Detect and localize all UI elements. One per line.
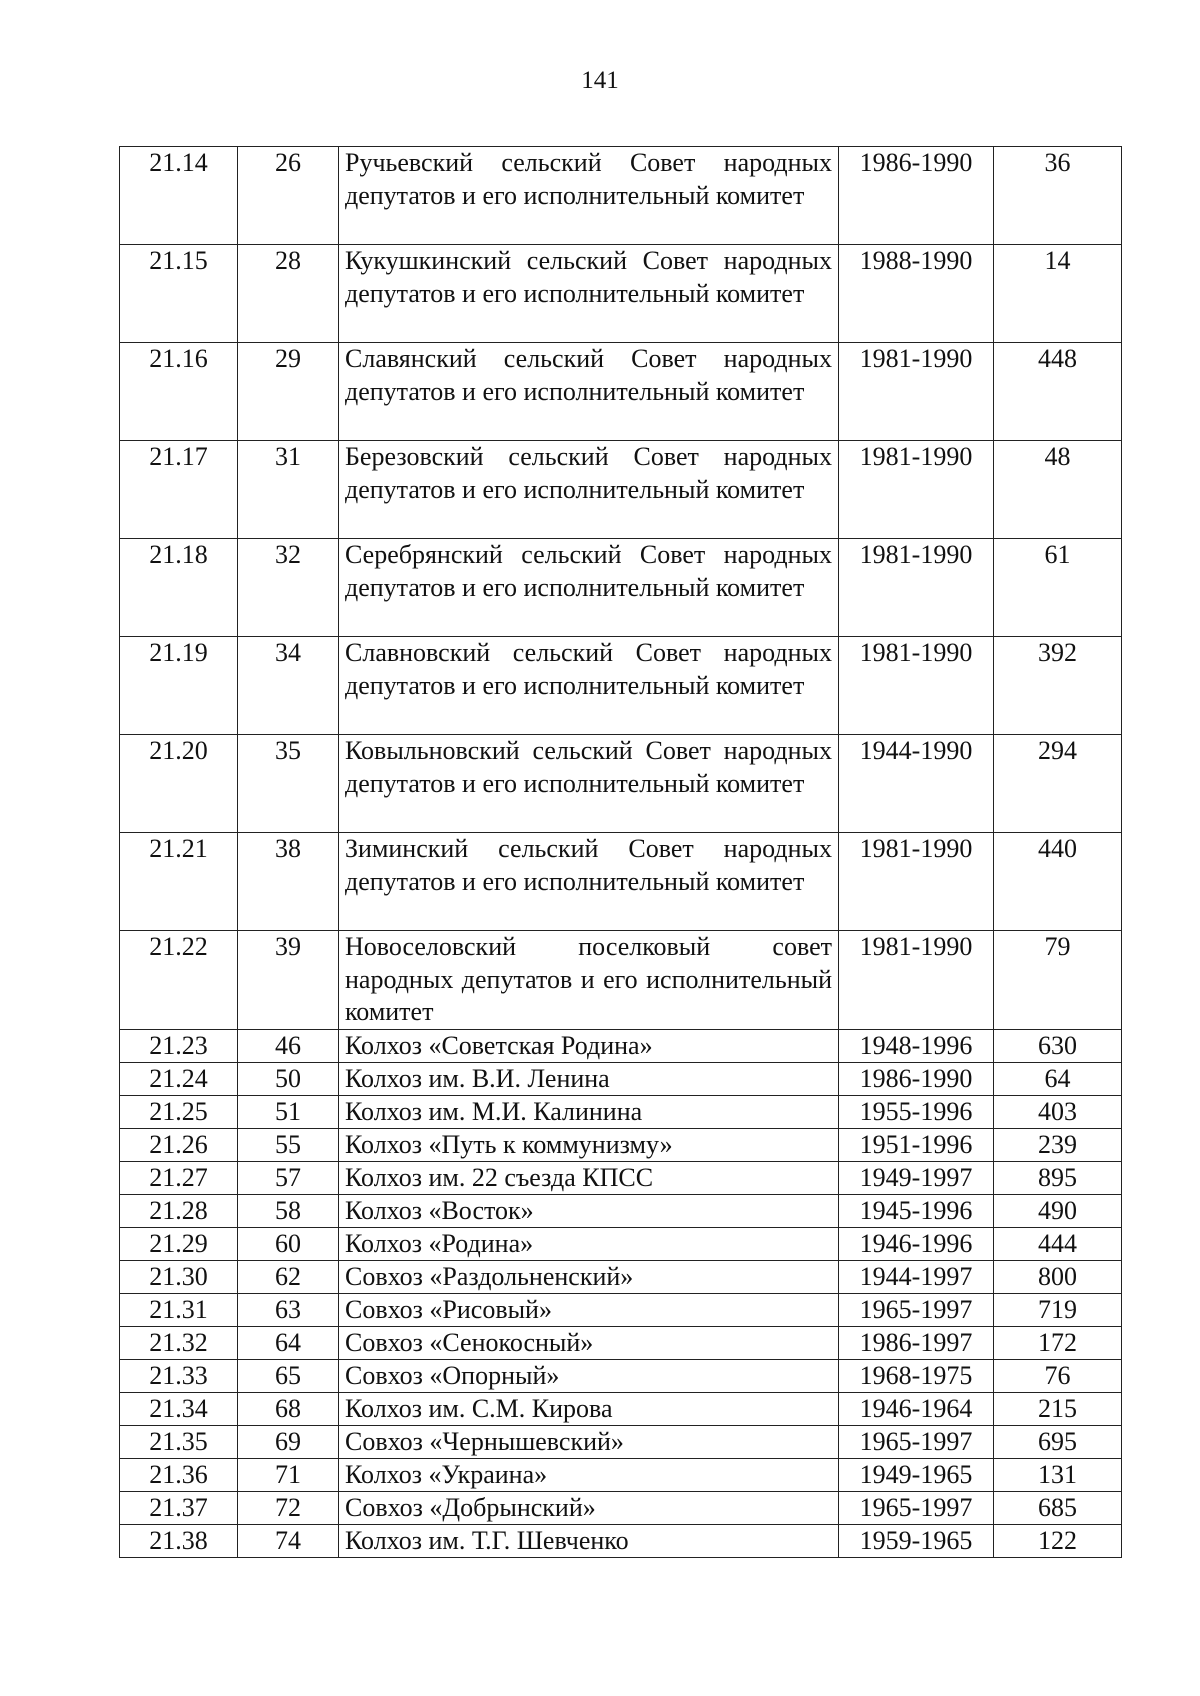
date-range: 1981-1990 (839, 539, 994, 637)
table-row (120, 441, 1122, 539)
fund-number: 29 (238, 343, 339, 441)
fund-number: 50 (238, 1062, 339, 1095)
item-count: 64 (994, 1062, 1122, 1095)
date-range: 1981-1990 (839, 833, 994, 931)
item-count: 895 (994, 1161, 1122, 1194)
date-range: 1949-1965 (839, 1458, 994, 1491)
table-row (120, 1227, 1122, 1260)
date-range: 1959-1965 (839, 1524, 994, 1557)
fund-number: 60 (238, 1227, 339, 1260)
row-number: 21.33 (120, 1359, 238, 1392)
item-count: 448 (994, 343, 1122, 441)
fund-number: 72 (238, 1491, 339, 1524)
item-count: 444 (994, 1227, 1122, 1260)
table-row (120, 1029, 1122, 1062)
table-row (120, 1491, 1122, 1524)
table-row (120, 1359, 1122, 1392)
date-range: 1981-1990 (839, 637, 994, 735)
item-count: 685 (994, 1491, 1122, 1524)
item-count: 294 (994, 735, 1122, 833)
row-number: 21.17 (120, 441, 238, 539)
table-row (120, 343, 1122, 441)
fund-title: Ручьевский сельский Совет народных депутатов и его исполнительный комитет (339, 147, 839, 245)
fund-title: Совхоз «Раздольненский» (339, 1260, 839, 1293)
row-number: 21.28 (120, 1194, 238, 1227)
row-number: 21.21 (120, 833, 238, 931)
item-count: 61 (994, 539, 1122, 637)
fund-number: 31 (238, 441, 339, 539)
table-body (120, 147, 1122, 1558)
fund-number: 62 (238, 1260, 339, 1293)
row-number: 21.30 (120, 1260, 238, 1293)
item-count: 490 (994, 1194, 1122, 1227)
fund-number: 65 (238, 1359, 339, 1392)
fund-title: Ковыльновский сельский Совет народных депутатов и его исполнительный комитет (339, 735, 839, 833)
fund-title: Колхоз «Родина» (339, 1227, 839, 1260)
date-range: 1949-1997 (839, 1161, 994, 1194)
fund-number: 28 (238, 245, 339, 343)
fund-title: Совхоз «Рисовый» (339, 1293, 839, 1326)
fund-number: 35 (238, 735, 339, 833)
table-row (120, 1095, 1122, 1128)
fund-number: 38 (238, 833, 339, 931)
row-number: 21.22 (120, 931, 238, 1030)
row-number: 21.24 (120, 1062, 238, 1095)
row-number: 21.14 (120, 147, 238, 245)
row-number: 21.38 (120, 1524, 238, 1557)
fund-number: 63 (238, 1293, 339, 1326)
fund-title: Новоселовский поселковый совет народных депутатов и его исполнительный комитет (339, 931, 839, 1030)
table-row (120, 1161, 1122, 1194)
fund-number: 26 (238, 147, 339, 245)
table-row (120, 735, 1122, 833)
row-number: 21.18 (120, 539, 238, 637)
item-count: 36 (994, 147, 1122, 245)
item-count: 403 (994, 1095, 1122, 1128)
table-row (120, 1392, 1122, 1425)
item-count: 172 (994, 1326, 1122, 1359)
row-number: 21.35 (120, 1425, 238, 1458)
date-range: 1988-1990 (839, 245, 994, 343)
item-count: 79 (994, 931, 1122, 1030)
date-range: 1946-1964 (839, 1392, 994, 1425)
date-range: 1944-1997 (839, 1260, 994, 1293)
table-row (120, 1062, 1122, 1095)
table-row (120, 539, 1122, 637)
date-range: 1981-1990 (839, 343, 994, 441)
item-count: 76 (994, 1359, 1122, 1392)
fund-title: Славновский сельский Совет народных депутатов и его исполнительный комитет (339, 637, 839, 735)
row-number: 21.26 (120, 1128, 238, 1161)
fund-title: Славянский сельский Совет народных депутатов и его исполнительный комитет (339, 343, 839, 441)
item-count: 392 (994, 637, 1122, 735)
item-count: 131 (994, 1458, 1122, 1491)
date-range: 1981-1990 (839, 931, 994, 1030)
fund-title: Зиминский сельский Совет народных депутатов и его исполнительный комитет (339, 833, 839, 931)
fund-title: Березовский сельский Совет народных депутатов и его исполнительный комитет (339, 441, 839, 539)
row-number: 21.20 (120, 735, 238, 833)
fund-number: 46 (238, 1029, 339, 1062)
fund-number: 71 (238, 1458, 339, 1491)
row-number: 21.16 (120, 343, 238, 441)
fund-number: 57 (238, 1161, 339, 1194)
item-count: 239 (994, 1128, 1122, 1161)
fund-number: 74 (238, 1524, 339, 1557)
date-range: 1946-1996 (839, 1227, 994, 1260)
row-number: 21.37 (120, 1491, 238, 1524)
table-row (120, 1293, 1122, 1326)
item-count: 48 (994, 441, 1122, 539)
fund-title: Кукушкинский сельский Совет народных депутатов и его исполнительный комитет (339, 245, 839, 343)
fund-number: 58 (238, 1194, 339, 1227)
fund-title: Колхоз «Советская Родина» (339, 1029, 839, 1062)
table-row (120, 1128, 1122, 1161)
date-range: 1965-1997 (839, 1425, 994, 1458)
fund-title: Колхоз им. 22 съезда КПСС (339, 1161, 839, 1194)
row-number: 21.19 (120, 637, 238, 735)
fund-title: Совхоз «Чернышевский» (339, 1425, 839, 1458)
date-range: 1944-1990 (839, 735, 994, 833)
item-count: 14 (994, 245, 1122, 343)
fund-title: Колхоз им. Т.Г. Шевченко (339, 1524, 839, 1557)
row-number: 21.31 (120, 1293, 238, 1326)
row-number: 21.15 (120, 245, 238, 343)
date-range: 1965-1997 (839, 1491, 994, 1524)
table-row (120, 1260, 1122, 1293)
table-row (120, 637, 1122, 735)
fund-title: Совхоз «Сенокосный» (339, 1326, 839, 1359)
item-count: 800 (994, 1260, 1122, 1293)
fund-number: 39 (238, 931, 339, 1030)
date-range: 1955-1996 (839, 1095, 994, 1128)
fund-title: Серебрянский сельский Совет народных депутатов и его исполнительный комитет (339, 539, 839, 637)
row-number: 21.25 (120, 1095, 238, 1128)
fund-title: Колхоз «Украина» (339, 1458, 839, 1491)
fund-title: Колхоз им. В.И. Ленина (339, 1062, 839, 1095)
item-count: 630 (994, 1029, 1122, 1062)
row-number: 21.34 (120, 1392, 238, 1425)
fund-title: Колхоз «Восток» (339, 1194, 839, 1227)
item-count: 122 (994, 1524, 1122, 1557)
date-range: 1948-1996 (839, 1029, 994, 1062)
table-row (120, 1326, 1122, 1359)
fund-number: 69 (238, 1425, 339, 1458)
date-range: 1945-1996 (839, 1194, 994, 1227)
table-row (120, 931, 1122, 1030)
item-count: 215 (994, 1392, 1122, 1425)
date-range: 1986-1997 (839, 1326, 994, 1359)
fund-title: Колхоз «Путь к коммунизму» (339, 1128, 839, 1161)
row-number: 21.32 (120, 1326, 238, 1359)
table-row (120, 245, 1122, 343)
fund-title: Совхоз «Добрынский» (339, 1491, 839, 1524)
fund-number: 55 (238, 1128, 339, 1161)
archive-fund-table (119, 146, 1122, 1558)
row-number: 21.27 (120, 1161, 238, 1194)
item-count: 440 (994, 833, 1122, 931)
table-row (120, 1194, 1122, 1227)
table-row (120, 1425, 1122, 1458)
table-row (120, 147, 1122, 245)
item-count: 719 (994, 1293, 1122, 1326)
fund-number: 32 (238, 539, 339, 637)
row-number: 21.23 (120, 1029, 238, 1062)
page-number: 141 (581, 67, 619, 94)
fund-title: Колхоз им. С.М. Кирова (339, 1392, 839, 1425)
date-range: 1965-1997 (839, 1293, 994, 1326)
fund-number: 34 (238, 637, 339, 735)
date-range: 1986-1990 (839, 1062, 994, 1095)
table-row (120, 833, 1122, 931)
date-range: 1968-1975 (839, 1359, 994, 1392)
row-number: 21.36 (120, 1458, 238, 1491)
fund-number: 68 (238, 1392, 339, 1425)
fund-number: 51 (238, 1095, 339, 1128)
date-range: 1951-1996 (839, 1128, 994, 1161)
row-number: 21.29 (120, 1227, 238, 1260)
fund-number: 64 (238, 1326, 339, 1359)
item-count: 695 (994, 1425, 1122, 1458)
table-row (120, 1458, 1122, 1491)
fund-title: Колхоз им. М.И. Калинина (339, 1095, 839, 1128)
fund-title: Совхоз «Опорный» (339, 1359, 839, 1392)
date-range: 1986-1990 (839, 147, 994, 245)
table-row (120, 1524, 1122, 1557)
date-range: 1981-1990 (839, 441, 994, 539)
